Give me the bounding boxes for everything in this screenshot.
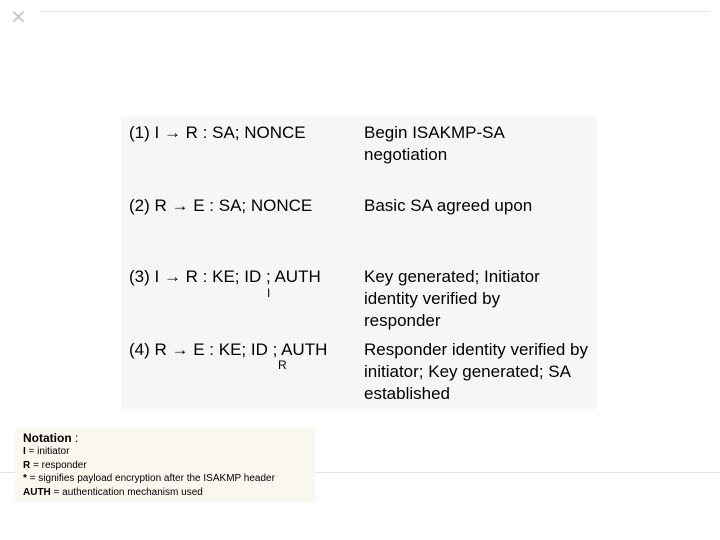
step-1-message: (1) I → R : SA; NONCE [129, 123, 306, 142]
step-2-description: Basic SA agreed upon [364, 196, 533, 215]
notation-line: I = initiator [23, 446, 70, 457]
step-2-message: (2) R → E : SA; NONCE [129, 196, 313, 215]
step-4-message: (4) R → E : KE; ID ; AUTH [129, 340, 328, 359]
top-divider [40, 11, 710, 12]
notation-legend [15, 428, 315, 502]
step-4-description: Responder identity verified by initiator; Key generated; SA established [364, 340, 588, 403]
protocol-flow-table [121, 117, 597, 409]
notation-title: Notation : [23, 431, 79, 445]
notation-line: AUTH = authentication mechanism used [23, 486, 203, 498]
notation-line: * = signifies payload encryption after the ISAKMP header [23, 473, 275, 484]
notation-line: R = responder [23, 459, 87, 471]
step-3-subscript: I [267, 286, 271, 300]
decorative-x-icon: ✕ [10, 7, 27, 29]
step-1-description: Begin ISAKMP-SA negotiation [364, 123, 504, 164]
step-3-message: (3) I → R : KE; ID ; AUTH [129, 267, 321, 286]
step-4-subscript: R [278, 358, 287, 372]
step-3-description: Key generated; Initiator identity verified by responder [364, 267, 540, 330]
